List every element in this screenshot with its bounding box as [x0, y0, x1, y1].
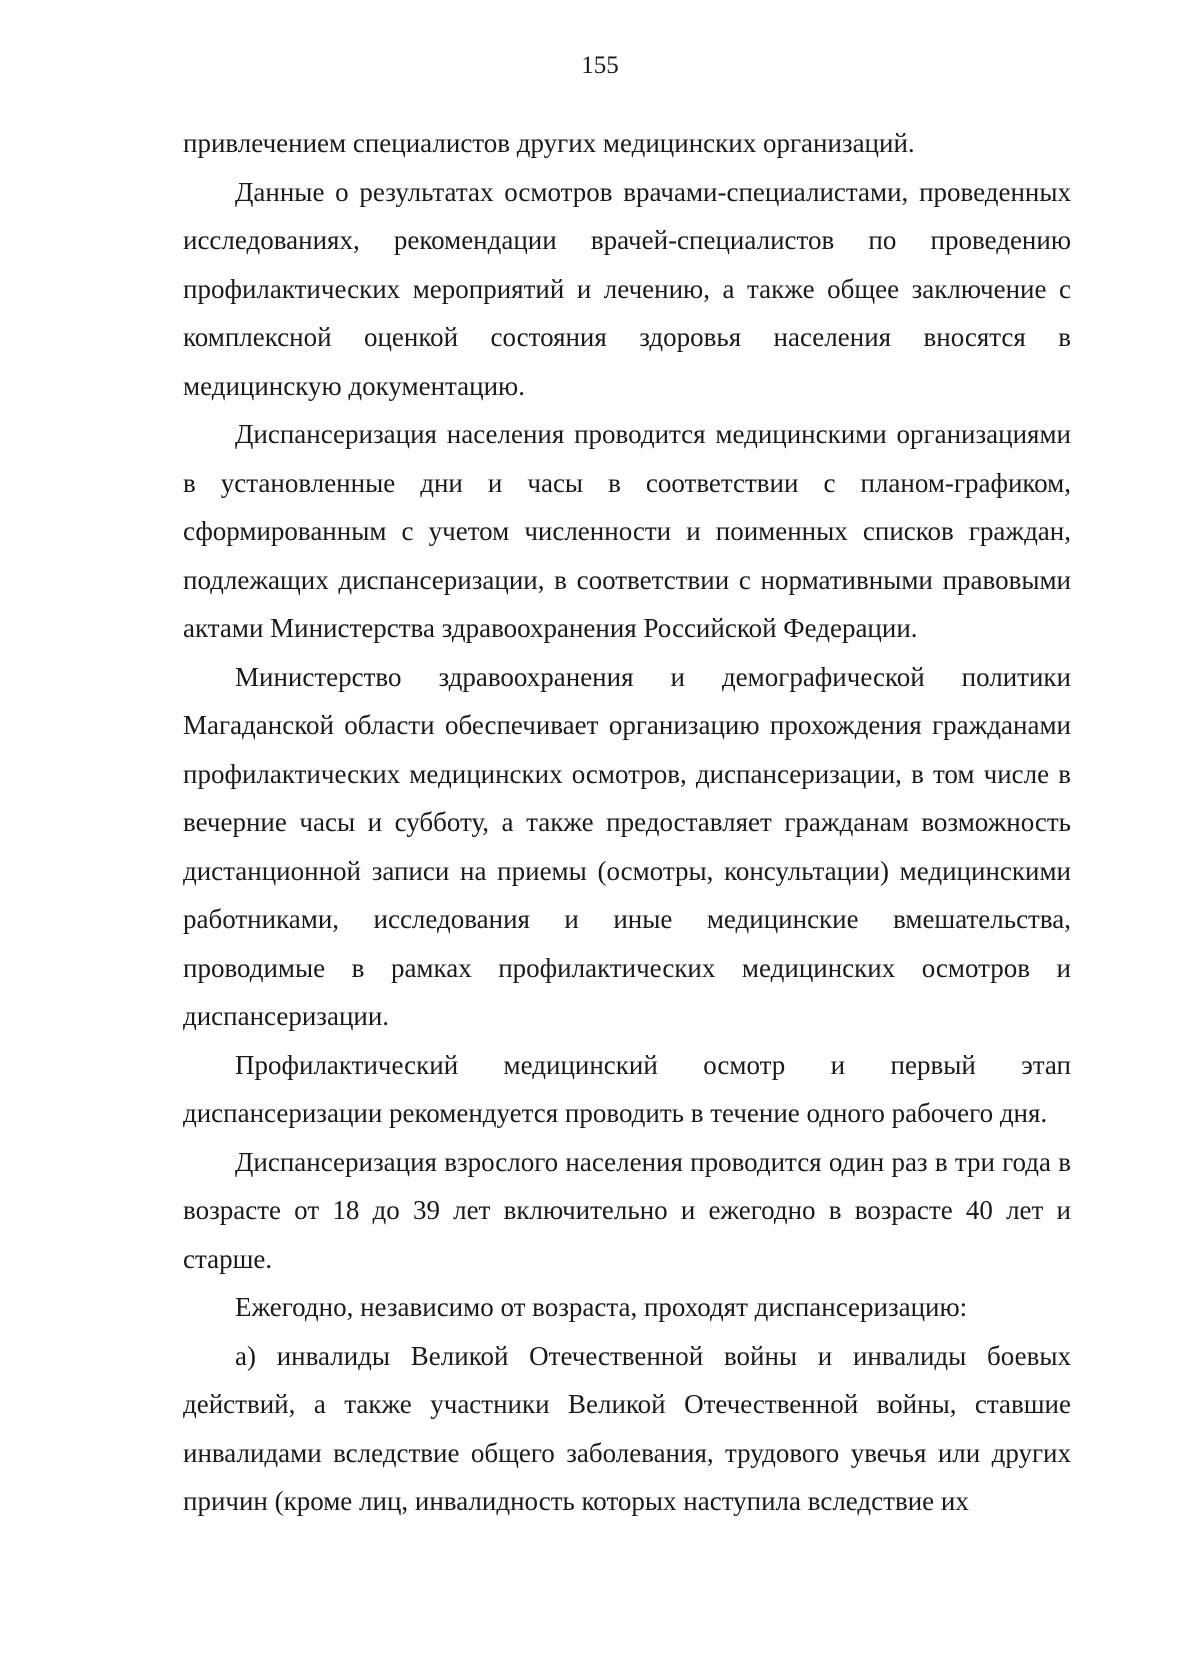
paragraph-exam-results: Данные о результатах осмотров врачами-специалистами, проведенных исследованиях, рекомендации врачей-специалистов по проведению профилактических мероприятий и лечению, а также общее заключение с комплексной оценкой состояния здоровья населения вносятся в медицинскую документацию. [183, 176, 1071, 401]
paragraph-ministry-provision: Министерство здравоохранения и демографической политики Магаданской области обеспечивает организацию прохождения гражданами профилактических медицинских осмотров, диспансеризации, в том числе в вечерние часы и субботу, а также предоставляет гражданам возможность дистанционной записи на приемы (осмотры, консультации) медицинскими работниками, исследования и иные медицинские вмешательства, проводимые в рамках профилактических медицинских осмотров и диспансеризации. [183, 661, 1071, 1031]
paragraph-annual-intro: Ежегодно, независимо от возраста, проходят диспансеризацию: [235, 1292, 968, 1322]
page-number: 155 [581, 52, 619, 79]
paragraph-dispensary-schedule: Диспансеризация населения проводится медицинскими организациями в установленные дни и часы в соответствии с планом-графиком, сформированным с учетом численности и поименных списков граждан, подлежащих диспансеризации, в соответствии с нормативными правовыми актами Министерства здравоохранения Российской Федерации. [183, 419, 1071, 643]
paragraph-item-a: а) инвалиды Великой Отечественной войны и инвалиды боевых действий, а также участники Великой Отечественной войны, ставшие инвалидами вследствие общего заболевания, трудового увечья или других причин (кроме лиц, инвалидность которых наступила вследствие их [183, 1340, 1071, 1516]
paragraph-frequency: Диспансеризация взрослого населения проводится один раз в три года в возрасте от 18 до 39 лет включительно и ежегодно в возрасте 40 лет и старше. [183, 1146, 1071, 1274]
paragraph-one-day: Профилактический медицинский осмотр и первый этап диспансеризации рекомендуется проводить в течение одного рабочего дня. [183, 1049, 1071, 1128]
document-body [183, 119, 1071, 1526]
paragraph-continuation: привлечением специалистов других медицинских организаций. [183, 128, 915, 158]
